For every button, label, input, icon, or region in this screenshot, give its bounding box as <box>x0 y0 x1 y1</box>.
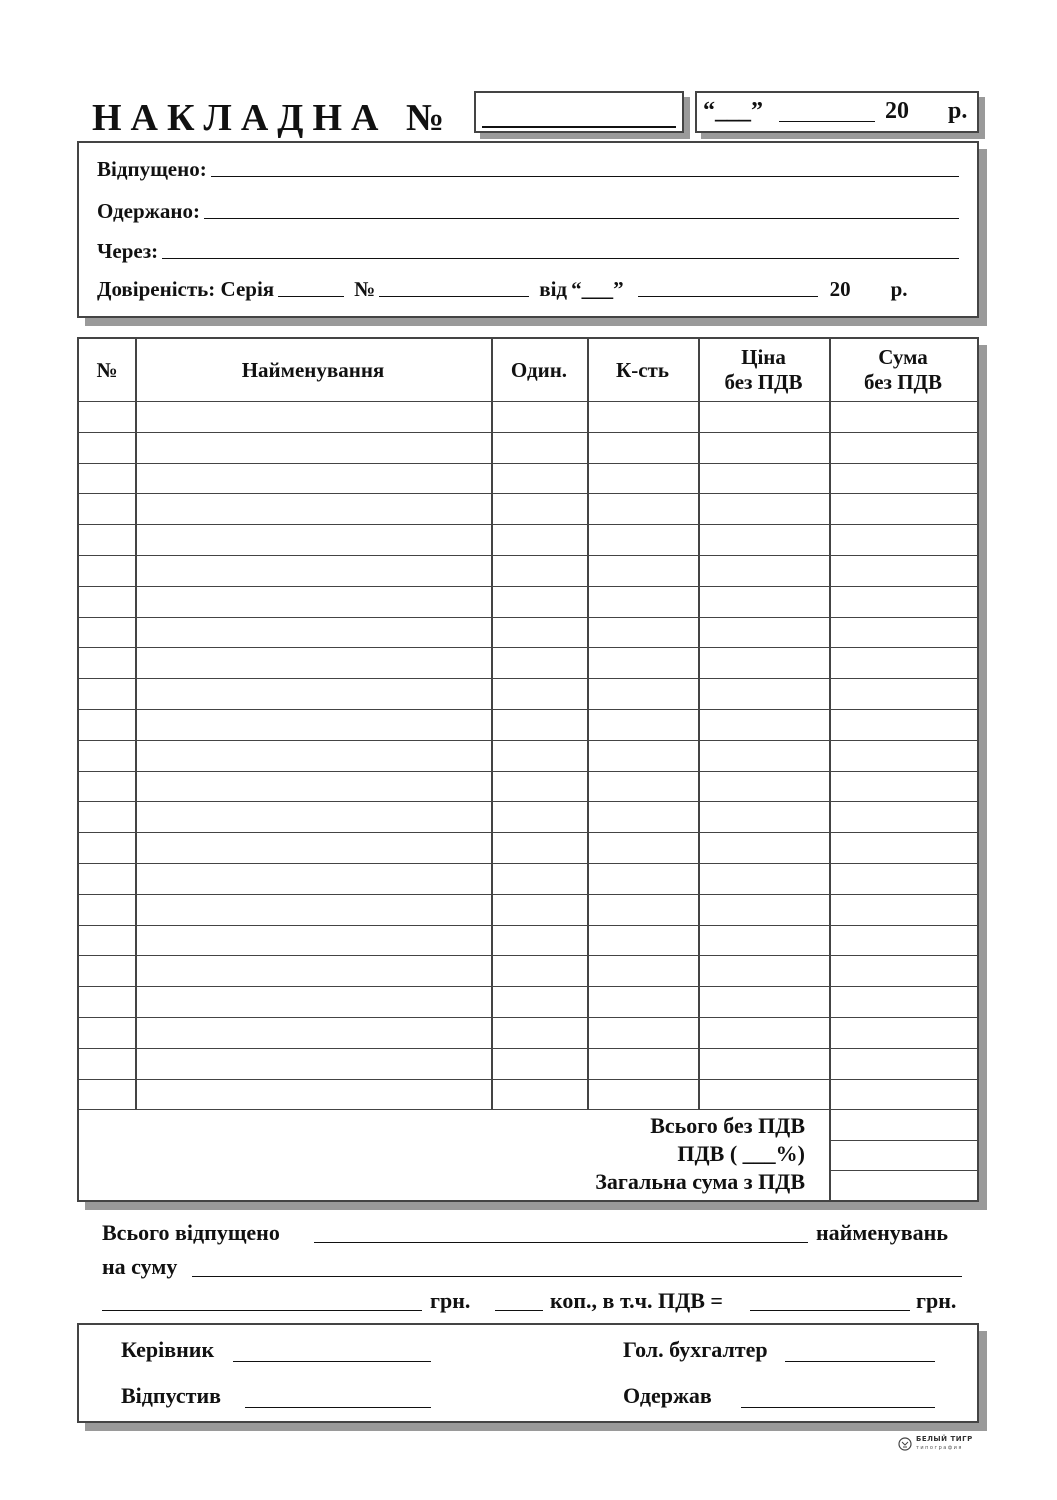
table-row[interactable] <box>79 709 977 740</box>
amount-kop-field[interactable] <box>495 1310 543 1311</box>
table-row[interactable] <box>79 647 977 678</box>
received-by-label: Одержав <box>623 1383 712 1408</box>
date-day: “___” <box>703 98 763 124</box>
received-by-signature-field[interactable] <box>741 1407 935 1408</box>
amount-words-field[interactable] <box>192 1276 962 1277</box>
vat-label: ПДВ ( ___%) <box>677 1141 805 1166</box>
table-row[interactable] <box>79 493 977 524</box>
released-row <box>97 157 959 182</box>
date-suffix: р. <box>948 98 968 124</box>
table-row[interactable] <box>79 1079 977 1110</box>
proxy-day: “___” <box>571 277 624 301</box>
via-label: Через: <box>97 239 159 263</box>
table-row[interactable] <box>79 771 977 802</box>
proxy-month-field[interactable] <box>638 296 818 297</box>
grand-total-value-field[interactable] <box>831 1170 977 1200</box>
subtotal-value-field[interactable] <box>831 1109 977 1139</box>
proxy-number-label: № <box>354 277 376 301</box>
page-title: НАКЛАДНА № <box>92 97 454 139</box>
table-row[interactable] <box>79 678 977 709</box>
table-row[interactable] <box>79 832 977 863</box>
table-row[interactable] <box>79 863 977 894</box>
amount-uah-field[interactable] <box>102 1310 422 1311</box>
table-row[interactable] <box>79 524 977 555</box>
proxy-label: Довіреність: Серія <box>97 277 275 301</box>
proxy-series-field[interactable] <box>278 296 344 297</box>
items-label: найменувань <box>816 1220 948 1245</box>
received-row <box>97 199 959 224</box>
table-row[interactable] <box>79 617 977 648</box>
invoice-date-field[interactable] <box>695 91 979 133</box>
proxy-year: 20 <box>829 277 851 301</box>
table-row[interactable] <box>79 586 977 617</box>
subtotal-label: Всього без ПДВ <box>650 1113 805 1138</box>
table-row[interactable] <box>79 801 977 832</box>
kop-vat-label: коп., в т.ч. ПДВ = <box>550 1288 723 1313</box>
released-by-label: Відпустив <box>121 1383 222 1408</box>
via-row <box>97 239 959 264</box>
col-header-quantity: К-сть <box>616 357 669 382</box>
uah-label-2: грн. <box>916 1288 957 1313</box>
table-row[interactable] <box>79 1048 977 1079</box>
table-row[interactable] <box>79 894 977 925</box>
table-row[interactable] <box>79 955 977 986</box>
logo-subtext: типография <box>916 1445 963 1451</box>
col-header-number: № <box>96 357 118 382</box>
invoice-number-line <box>482 126 676 128</box>
signatures-block <box>77 1323 979 1423</box>
col-header-name: Найменування <box>241 357 385 382</box>
chief-accountant-label: Гол. бухгалтер <box>623 1337 768 1362</box>
proxy-from-label: від <box>539 277 568 301</box>
table-row[interactable] <box>79 1017 977 1048</box>
vat-value-field[interactable] <box>831 1140 977 1170</box>
table-row[interactable] <box>79 401 977 432</box>
table-row[interactable] <box>79 432 977 463</box>
table-row[interactable] <box>79 463 977 494</box>
uah-label: грн. <box>430 1288 471 1313</box>
amount-label: на суму <box>102 1254 178 1279</box>
released-label: Відпущено: <box>97 157 207 181</box>
goods-table <box>77 337 979 1202</box>
proxy-row <box>97 277 959 302</box>
col-header-sum: Сума без ПДВ <box>863 345 943 394</box>
invoice-number-field[interactable] <box>474 91 684 133</box>
received-field[interactable] <box>204 218 959 219</box>
table-row[interactable] <box>79 740 977 771</box>
shipment-info-block <box>77 141 979 318</box>
table-row[interactable] <box>79 925 977 956</box>
released-field[interactable] <box>211 176 959 177</box>
table-row[interactable] <box>79 555 977 586</box>
date-month-line <box>779 121 875 122</box>
manager-label: Керівник <box>121 1337 215 1362</box>
table-row[interactable] <box>79 986 977 1017</box>
col-header-price: Ціна без ПДВ <box>724 345 803 394</box>
col-header-unit: Один. <box>510 357 568 382</box>
vat-amount-field[interactable] <box>750 1310 910 1311</box>
released-by-signature-field[interactable] <box>245 1407 431 1408</box>
proxy-number-field[interactable] <box>379 296 529 297</box>
date-year: 20 <box>885 98 909 124</box>
received-label: Одержано: <box>97 199 201 223</box>
proxy-suffix: р. <box>890 277 908 301</box>
chief-accountant-signature-field[interactable] <box>785 1361 935 1362</box>
via-field[interactable] <box>162 258 959 259</box>
grand-total-label: Загальна сума з ПДВ <box>595 1169 805 1194</box>
total-released-field[interactable] <box>314 1242 808 1243</box>
logo-text: БЕЛЫЙ ТИГР <box>916 1435 973 1443</box>
publisher-logo <box>898 1433 982 1455</box>
total-released-label: Всього відпущено <box>102 1220 280 1245</box>
manager-signature-field[interactable] <box>233 1361 431 1362</box>
